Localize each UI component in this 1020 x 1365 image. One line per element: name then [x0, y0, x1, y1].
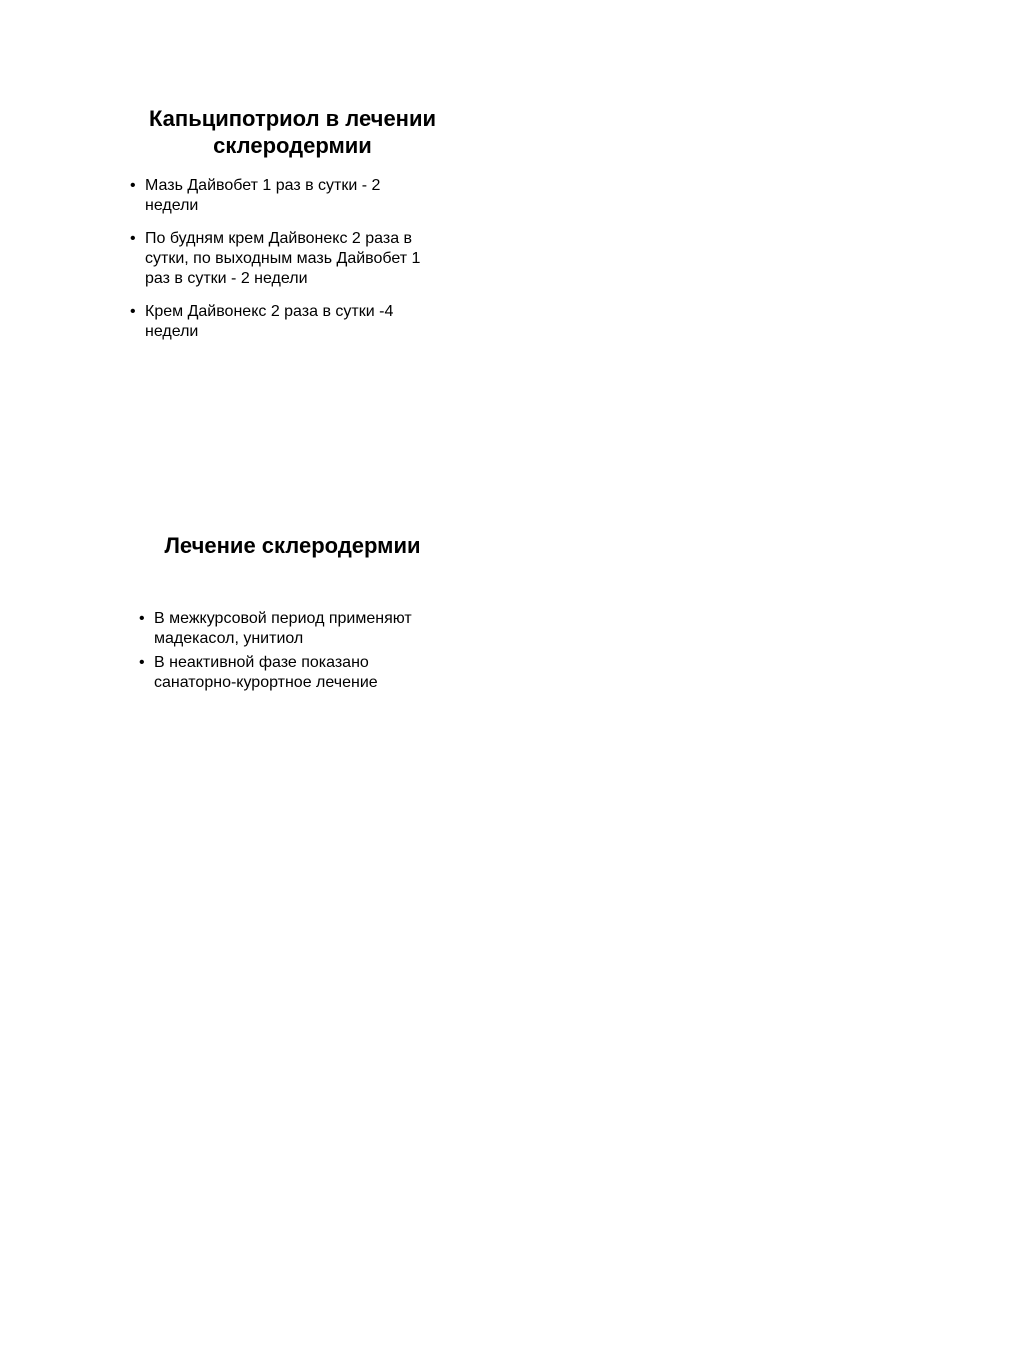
- bullet-text-line: недели: [145, 197, 199, 214]
- bullet-item: [130, 229, 450, 289]
- bullet-text-line: раз в сутки - 2 недели: [145, 270, 308, 287]
- slide-capcipotriol: [0, 0, 1020, 420]
- slide-title: [130, 105, 455, 159]
- bullet-list: [139, 609, 459, 697]
- bullet-item: [130, 176, 450, 216]
- slide-title-line: склеродермии: [213, 133, 372, 158]
- slide-title-line: Капьципотриол в лечении: [148, 106, 437, 131]
- bullet-text-line: Мазь Дайвобет 1 раз в сутки - 2: [145, 177, 381, 194]
- slide-title: [130, 532, 455, 559]
- bullet-text-line: В межкурсовой период применяют: [154, 610, 412, 627]
- bullet-text-line: По будням крем Дайвонекс 2 раза в: [145, 230, 413, 247]
- bullet-text-line: Крем Дайвонекс 2 раза в сутки -4: [145, 303, 394, 320]
- bullet-item: [139, 653, 459, 693]
- bullet-text-line: сутки, по выходным мазь Дайвобет 1: [145, 250, 421, 267]
- slide-title-line: Лечение склеродермии: [164, 533, 421, 558]
- bullet-item: [130, 302, 450, 342]
- bullet-item: [139, 609, 459, 649]
- bullet-text-line: недели: [145, 323, 199, 340]
- bullet-text-line: мадекасол, унитиол: [154, 630, 304, 647]
- bullet-text-line: В неактивной фазе показано: [154, 654, 369, 671]
- bullet-list: [130, 176, 450, 355]
- slide-scleroderma-treatment: [0, 500, 1020, 800]
- bullet-text-line: санаторно-курортное лечение: [154, 674, 378, 691]
